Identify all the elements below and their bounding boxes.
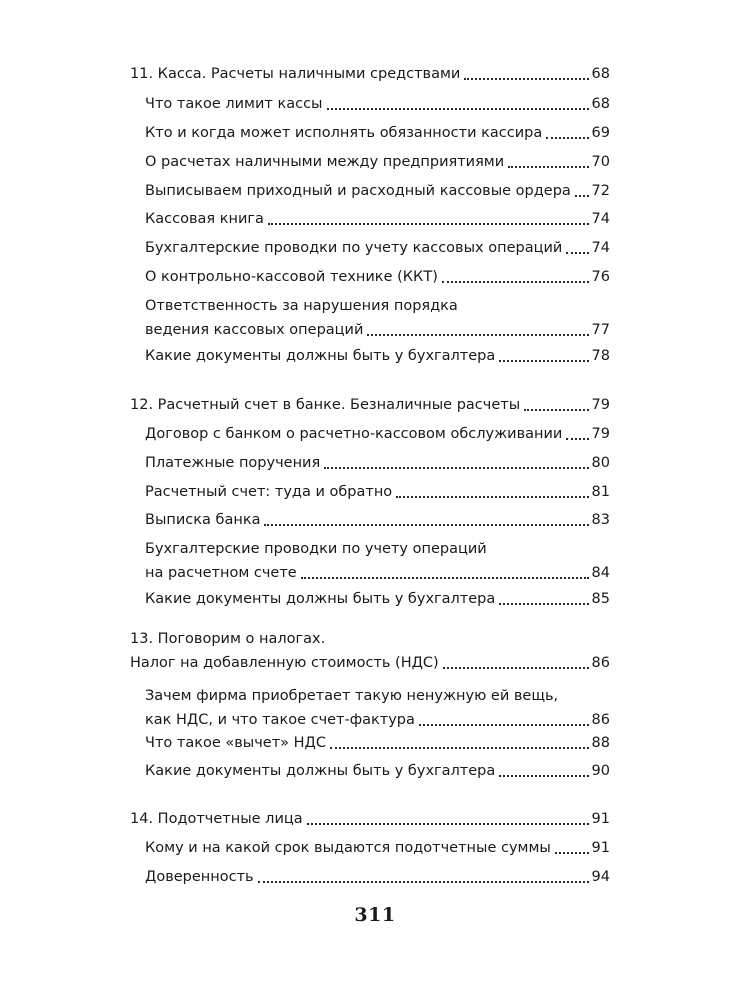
leader-dots [301, 577, 589, 579]
toc-title: Выписка банка [145, 512, 261, 528]
leader-dots [258, 881, 589, 883]
toc-item [145, 92, 610, 116]
toc-page-number: 74 [591, 240, 610, 256]
leader-dots [524, 409, 588, 411]
toc-chapter-13 [130, 627, 610, 675]
toc-item [145, 759, 610, 783]
toc-title: как НДС, и что такое счет-фактура [145, 712, 415, 728]
toc-page-number: 69 [591, 125, 610, 141]
toc-title: Выписываем приходный и расходный кассовые ордера [145, 183, 571, 199]
toc-title: Что такое «вычет» НДС [145, 735, 326, 751]
toc-title: ведения кассовых операций [145, 322, 364, 338]
toc-item [145, 121, 610, 145]
toc-item [145, 480, 610, 504]
leader-dots [443, 667, 589, 669]
toc-page-number: 85 [591, 591, 610, 607]
leader-dots [396, 496, 588, 498]
toc-title: Кассовая книга [145, 211, 264, 227]
toc-item [145, 207, 610, 231]
toc-item [145, 150, 610, 174]
toc-item [145, 587, 610, 611]
leader-dots [330, 747, 589, 749]
toc-item [145, 236, 610, 260]
leader-dots [566, 438, 588, 440]
leader-dots [508, 166, 588, 168]
toc-title: Кому и на какой срок выдаются подотчетные суммы [145, 840, 551, 856]
toc-title: Какие документы должны быть у бухгалтера [145, 348, 496, 364]
toc-title: на расчетном счете [145, 565, 297, 581]
leader-dots [419, 724, 589, 726]
leader-dots [327, 108, 589, 110]
toc-title: Налог на добавленную стоимость (НДС) [130, 655, 439, 671]
toc-item [145, 179, 610, 203]
toc-page-number: 91 [591, 811, 610, 827]
page-number: 311 [354, 904, 396, 926]
toc-item [145, 684, 610, 732]
toc-chapter-11 [130, 62, 610, 86]
toc-title-line1: Ответственность за нарушения порядка [145, 298, 458, 314]
toc-page-number: 68 [591, 66, 610, 82]
toc-title: О контрольно-кассовой технике (ККТ) [145, 269, 438, 285]
leader-dots [264, 524, 588, 526]
toc-page-number: 79 [591, 397, 610, 413]
toc-title: Платежные поручения [145, 455, 321, 471]
toc-title: Кто и когда может исполнять обязанности кассира [145, 125, 543, 141]
leader-dots [307, 823, 589, 825]
leader-dots [555, 852, 589, 854]
leader-dots [324, 467, 588, 469]
toc-title: Договор с банком о расчетно-кассовом обслуживании [145, 426, 563, 442]
leader-dots [566, 252, 588, 254]
toc-page-number: 86 [591, 655, 610, 671]
toc-page-number: 81 [591, 484, 610, 500]
toc-title: Расчетный счет: туда и обратно [145, 484, 393, 500]
toc-page-number: 72 [591, 183, 610, 199]
leader-dots [367, 334, 588, 336]
leader-dots [575, 195, 589, 197]
toc-page-number: 79 [591, 426, 610, 442]
toc-chapter-14 [130, 807, 610, 831]
leader-dots [442, 281, 589, 283]
toc-item [145, 508, 610, 532]
leader-dots [499, 775, 588, 777]
leader-dots [499, 360, 588, 362]
toc-item [145, 836, 610, 860]
toc-item [145, 422, 610, 446]
toc-page-number: 78 [591, 348, 610, 364]
toc-page-number: 91 [591, 840, 610, 856]
toc-page-number: 84 [591, 565, 610, 581]
toc-page-number: 80 [591, 455, 610, 471]
toc-item [145, 451, 610, 475]
leader-dots [546, 137, 588, 139]
toc-page-number: 70 [591, 154, 610, 170]
toc-page-number: 88 [591, 735, 610, 751]
toc-title: Доверенность [145, 869, 254, 885]
toc-page-number: 68 [591, 96, 610, 112]
toc-item [145, 344, 610, 368]
leader-dots [464, 78, 588, 80]
toc-page-number: 76 [591, 269, 610, 285]
toc-title: Какие документы должны быть у бухгалтера [145, 763, 496, 779]
toc-title: 14. Подотчетные лица [130, 811, 303, 827]
toc-page-number: 74 [591, 211, 610, 227]
toc-page-number: 83 [591, 512, 610, 528]
toc-title-line1: 13. Поговорим о налогах. [130, 631, 326, 647]
toc-chapter-12 [130, 393, 610, 417]
toc-title: О расчетах наличными между предприятиями [145, 154, 505, 170]
toc-title: 11. Касса. Расчеты наличными средствами [130, 66, 461, 82]
toc-page-number: 86 [591, 712, 610, 728]
leader-dots [499, 603, 588, 605]
toc-page-number: 77 [591, 322, 610, 338]
toc-page-number: 90 [591, 763, 610, 779]
toc-title-line1: Зачем фирма приобретает такую ненужную ей вещь, [145, 688, 559, 704]
toc-title: Что такое лимит кассы [145, 96, 323, 112]
toc-title: 12. Расчетный счет в банке. Безналичные расчеты [130, 397, 521, 413]
toc-title-line1: Бухгалтерские проводки по учету операций [145, 541, 487, 557]
toc-item [145, 865, 610, 889]
toc-page-number: 94 [591, 869, 610, 885]
toc-item [145, 294, 610, 342]
toc-item [145, 265, 610, 289]
toc-item [145, 731, 610, 755]
toc-title: Бухгалтерские проводки по учету кассовых операций [145, 240, 563, 256]
toc-item [145, 537, 610, 585]
toc-title: Какие документы должны быть у бухгалтера [145, 591, 496, 607]
leader-dots [268, 223, 589, 225]
